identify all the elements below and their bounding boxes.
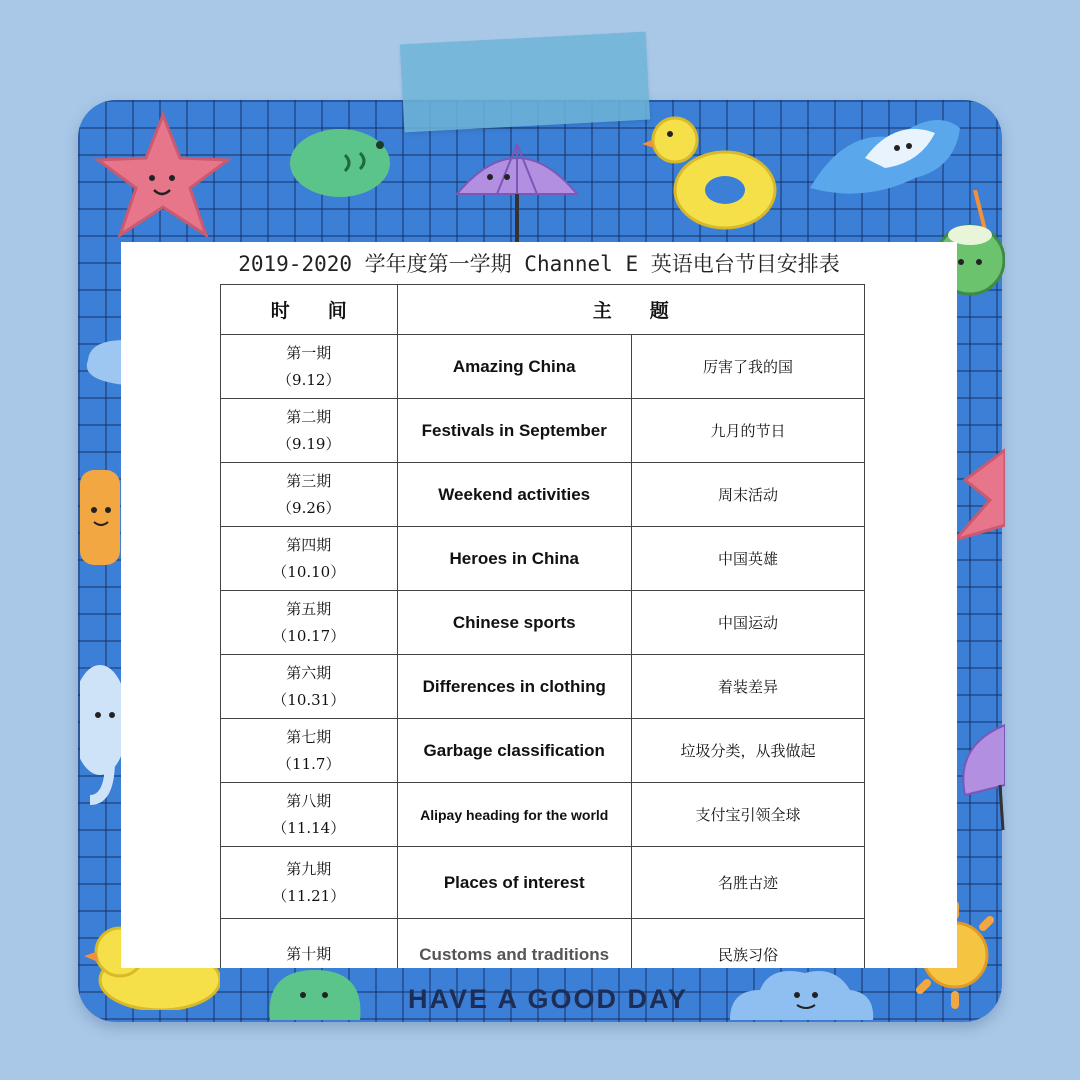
issue-cell: 第一期 （9.12） [221, 335, 398, 399]
table-row [221, 919, 865, 969]
starfish-icon [955, 440, 1005, 560]
table-row [221, 783, 865, 847]
topic-cn: 中国英雄 [631, 527, 864, 591]
schedule-table [220, 284, 865, 968]
starfish-icon [88, 110, 238, 240]
table-row [221, 399, 865, 463]
cloud-icon [725, 965, 875, 1020]
topic-en: Alipay heading for the world [397, 783, 631, 847]
topic-en: Differences in clothing [397, 655, 631, 719]
popsicle-icon [80, 460, 125, 570]
duck-float-icon [640, 110, 780, 235]
topic-cn: 着装差异 [631, 655, 864, 719]
cloud-icon [80, 330, 125, 390]
umbrella-icon [955, 715, 1005, 835]
table-row [221, 719, 865, 783]
topic-en: Festivals in September [397, 399, 631, 463]
have-a-good-day-text: HAVE A GOOD DAY [408, 984, 689, 1014]
issue-cell: 第九期 （11.21） [221, 847, 398, 919]
issue-cell: 第五期 （10.17） [221, 591, 398, 655]
table-row [221, 335, 865, 399]
table-header-row [221, 285, 865, 335]
issue-cell: 第六期 （10.31） [221, 655, 398, 719]
topic-cn: 中国运动 [631, 591, 864, 655]
header-time: 时 间 [221, 285, 398, 335]
topic-cn: 垃圾分类，从我做起 [631, 719, 864, 783]
tape-strip [400, 32, 650, 133]
topic-en: Heroes in China [397, 527, 631, 591]
header-topic: 主 题 [397, 285, 864, 335]
topic-cn: 厉害了我的国 [631, 335, 864, 399]
issue-cell: 第三期 （9.26） [221, 463, 398, 527]
topic-en: Customs and traditions [397, 919, 631, 969]
topic-cn: 周末活动 [631, 463, 864, 527]
table-row [221, 847, 865, 919]
schedule-document [121, 242, 957, 968]
topic-cn: 支付宝引领全球 [631, 783, 864, 847]
topic-cn: 九月的节日 [631, 399, 864, 463]
topic-en: Chinese sports [397, 591, 631, 655]
issue-cell: 第十期 [221, 919, 398, 969]
umbrella-icon [452, 132, 582, 247]
table-row [221, 527, 865, 591]
topic-en: Garbage classification [397, 719, 631, 783]
issue-cell: 第八期 （11.14） [221, 783, 398, 847]
issue-cell: 第七期 （11.7） [221, 719, 398, 783]
table-row [221, 655, 865, 719]
blob-icon [265, 965, 365, 1020]
issue-cell: 第四期 （10.10） [221, 527, 398, 591]
issue-cell: 第二期 （9.19） [221, 399, 398, 463]
topic-cn: 民族习俗 [631, 919, 864, 969]
topic-en: Places of interest [397, 847, 631, 919]
document-title: 2019-2020 学年度第一学期 Channel E 英语电台节目安排表 [238, 252, 840, 276]
topic-en: Weekend activities [397, 463, 631, 527]
topic-en: Amazing China [397, 335, 631, 399]
table-row [221, 591, 865, 655]
table-row [221, 463, 865, 527]
topic-cn: 名胜古迹 [631, 847, 864, 919]
fish-icon [285, 115, 405, 205]
